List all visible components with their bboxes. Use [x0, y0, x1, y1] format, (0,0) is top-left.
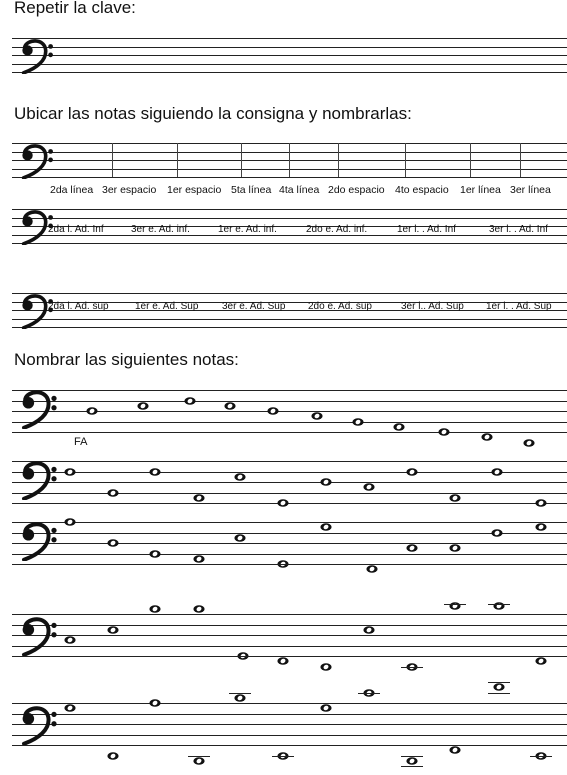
ledger-line — [272, 564, 294, 565]
section-title-place-notes: Ubicar las notas siguiendo la consigna y nombrarlas: — [14, 104, 412, 123]
ledger-line — [315, 656, 337, 657]
whole-note-icon — [320, 478, 332, 486]
note-position-label: 1er l. . Ad. Sup — [486, 301, 552, 312]
staff-line — [12, 293, 567, 294]
staff-line — [12, 714, 567, 715]
whole-note-icon — [491, 468, 503, 476]
whole-note-icon — [149, 605, 161, 613]
whole-note-icon — [406, 757, 418, 765]
note-position-label: 2da línea — [50, 184, 94, 196]
staff-line — [12, 401, 567, 402]
staff-name-notes-2 — [12, 461, 567, 503]
whole-note-icon — [493, 683, 505, 691]
staff-line — [12, 625, 567, 626]
whole-note-icon — [86, 407, 98, 415]
note-position-label: 3er e. Ad. Sup — [222, 301, 286, 312]
note-position-label: 2da l. Ad. sup — [48, 301, 109, 312]
ledger-line — [188, 756, 210, 757]
staff-line — [12, 218, 567, 219]
bass-clef-icon — [20, 293, 54, 334]
section-title-name-notes: Nombrar las siguientes notas: — [14, 350, 239, 369]
staff-name-notes-4 — [12, 614, 567, 656]
whole-note-icon — [107, 539, 119, 547]
whole-note-icon — [449, 544, 461, 552]
staff-name-notes-5 — [12, 703, 567, 745]
staff-line — [12, 554, 567, 555]
ledger-line — [272, 756, 294, 757]
staff-line — [12, 327, 567, 328]
staff-line — [12, 724, 567, 725]
note-position-label: 1er e. Ad. Sup — [135, 301, 199, 312]
staff-line — [12, 533, 567, 534]
whole-note-icon — [481, 433, 493, 441]
staff-line — [12, 482, 567, 483]
ledger-line — [232, 656, 254, 657]
note-position-label: 5ta línea — [231, 184, 272, 196]
ledger-line — [272, 745, 294, 746]
whole-note-icon — [406, 468, 418, 476]
note-position-label: 2do e. Ad. sup — [308, 301, 372, 312]
example-answer-label: FA — [74, 436, 88, 448]
whole-note-icon — [267, 407, 279, 415]
whole-note-icon — [277, 499, 289, 507]
staff-clef-practice — [12, 38, 567, 72]
staff-line — [12, 735, 567, 736]
staff-line — [12, 38, 567, 39]
ledger-line — [401, 656, 423, 657]
whole-note-icon — [393, 423, 405, 431]
whole-note-icon — [64, 636, 76, 644]
staff-line — [12, 422, 567, 423]
whole-note-icon — [523, 439, 535, 447]
measure-divider — [289, 143, 290, 177]
note-position-label: 4to espacio — [395, 184, 449, 196]
whole-note-icon — [491, 529, 503, 537]
note-position-label: 3er línea — [510, 184, 551, 196]
staff-line — [12, 543, 567, 544]
bass-clef-icon — [20, 389, 58, 434]
whole-note-icon — [277, 657, 289, 665]
measure-divider — [338, 143, 339, 177]
note-position-label: 1er espacio — [167, 184, 222, 196]
whole-note-icon — [449, 746, 461, 754]
staff-line — [12, 635, 567, 636]
bass-clef-icon — [20, 521, 58, 566]
ledger-line — [188, 745, 210, 746]
ledger-line — [444, 604, 466, 605]
bass-clef-icon — [20, 143, 54, 184]
note-position-label: 2do e. Ad. inf. — [306, 224, 368, 235]
staff-line — [12, 319, 567, 320]
whole-note-icon — [193, 605, 205, 613]
measure-divider — [112, 143, 113, 177]
note-position-label: 3er espacio — [102, 184, 157, 196]
whole-note-icon — [320, 523, 332, 531]
staff-line — [12, 209, 567, 210]
whole-note-icon — [320, 663, 332, 671]
whole-note-icon — [137, 402, 149, 410]
section-title-clef: Repetir la clave: — [14, 0, 136, 17]
note-position-label: 2do espacio — [328, 184, 385, 196]
staff-line — [12, 503, 567, 504]
ledger-line — [530, 656, 552, 657]
ledger-line — [229, 693, 251, 694]
staff-line — [12, 64, 567, 65]
whole-note-icon — [193, 757, 205, 765]
measure-divider — [177, 143, 178, 177]
ledger-line — [488, 604, 510, 605]
whole-note-icon — [107, 489, 119, 497]
whole-note-icon — [193, 494, 205, 502]
whole-note-icon — [107, 752, 119, 760]
staff-line — [12, 522, 567, 523]
whole-note-icon — [184, 397, 196, 405]
whole-note-icon — [64, 518, 76, 526]
ledger-line — [476, 432, 498, 433]
whole-note-icon — [406, 544, 418, 552]
whole-note-icon — [535, 499, 547, 507]
staff-place-notes-lines — [12, 143, 567, 177]
note-position-label: 3er l. . Ad. Inf — [489, 224, 548, 235]
staff-line — [12, 614, 567, 615]
measure-divider — [520, 143, 521, 177]
staff-name-notes-3 — [12, 522, 567, 564]
staff-line — [12, 47, 567, 48]
ledger-line — [102, 745, 124, 746]
ledger-line — [401, 766, 423, 767]
note-position-label: 3er e. Ad. inf. — [131, 224, 190, 235]
ledger-line — [358, 693, 380, 694]
whole-note-icon — [535, 523, 547, 531]
note-position-label: 1er línea — [460, 184, 501, 196]
ledger-line — [401, 667, 423, 668]
whole-note-icon — [64, 468, 76, 476]
measure-divider — [241, 143, 242, 177]
whole-note-icon — [224, 402, 236, 410]
whole-note-icon — [64, 704, 76, 712]
whole-note-icon — [193, 555, 205, 563]
note-position-label: 4ta línea — [279, 184, 320, 196]
staff-name-notes-1 — [12, 390, 567, 432]
staff-line — [12, 461, 567, 462]
staff-line — [12, 72, 567, 73]
staff-line — [12, 243, 567, 244]
staff-line — [12, 703, 567, 704]
whole-note-icon — [234, 534, 246, 542]
whole-note-icon — [234, 473, 246, 481]
staff-line — [12, 493, 567, 494]
whole-note-icon — [366, 565, 378, 573]
ledger-line — [401, 745, 423, 746]
ledger-line — [530, 745, 552, 746]
ledger-line — [488, 693, 510, 694]
whole-note-icon — [149, 468, 161, 476]
bass-clef-icon — [20, 705, 58, 750]
whole-note-icon — [438, 428, 450, 436]
whole-note-icon — [363, 626, 375, 634]
whole-note-icon — [149, 550, 161, 558]
whole-note-icon — [149, 699, 161, 707]
whole-note-icon — [535, 657, 547, 665]
note-position-label: 1er e. Ad. inf. — [218, 224, 277, 235]
note-position-label: 2da l. Ad. Inf — [48, 224, 104, 235]
ledger-line — [361, 564, 383, 565]
measure-divider — [470, 143, 471, 177]
whole-note-icon — [311, 412, 323, 420]
whole-note-icon — [107, 626, 119, 634]
staff-line — [12, 646, 567, 647]
bass-clef-icon — [20, 38, 54, 79]
whole-note-icon — [352, 418, 364, 426]
staff-line — [12, 390, 567, 391]
staff-line — [12, 472, 567, 473]
whole-note-icon — [363, 483, 375, 491]
ledger-line — [272, 656, 294, 657]
ledger-line — [488, 682, 510, 683]
ledger-line — [530, 756, 552, 757]
staff-line — [12, 55, 567, 56]
bass-clef-icon — [20, 616, 58, 661]
ledger-line — [518, 432, 540, 433]
note-position-label: 3er l.. Ad. Sup — [401, 301, 464, 312]
whole-note-icon — [320, 704, 332, 712]
staff-line — [12, 177, 567, 178]
whole-note-icon — [449, 494, 461, 502]
measure-divider — [405, 143, 406, 177]
bass-clef-icon — [20, 460, 58, 505]
whole-note-icon — [234, 694, 246, 702]
note-position-label: 1er l. . Ad. Inf — [397, 224, 456, 235]
ledger-line — [444, 745, 466, 746]
ledger-line — [401, 756, 423, 757]
